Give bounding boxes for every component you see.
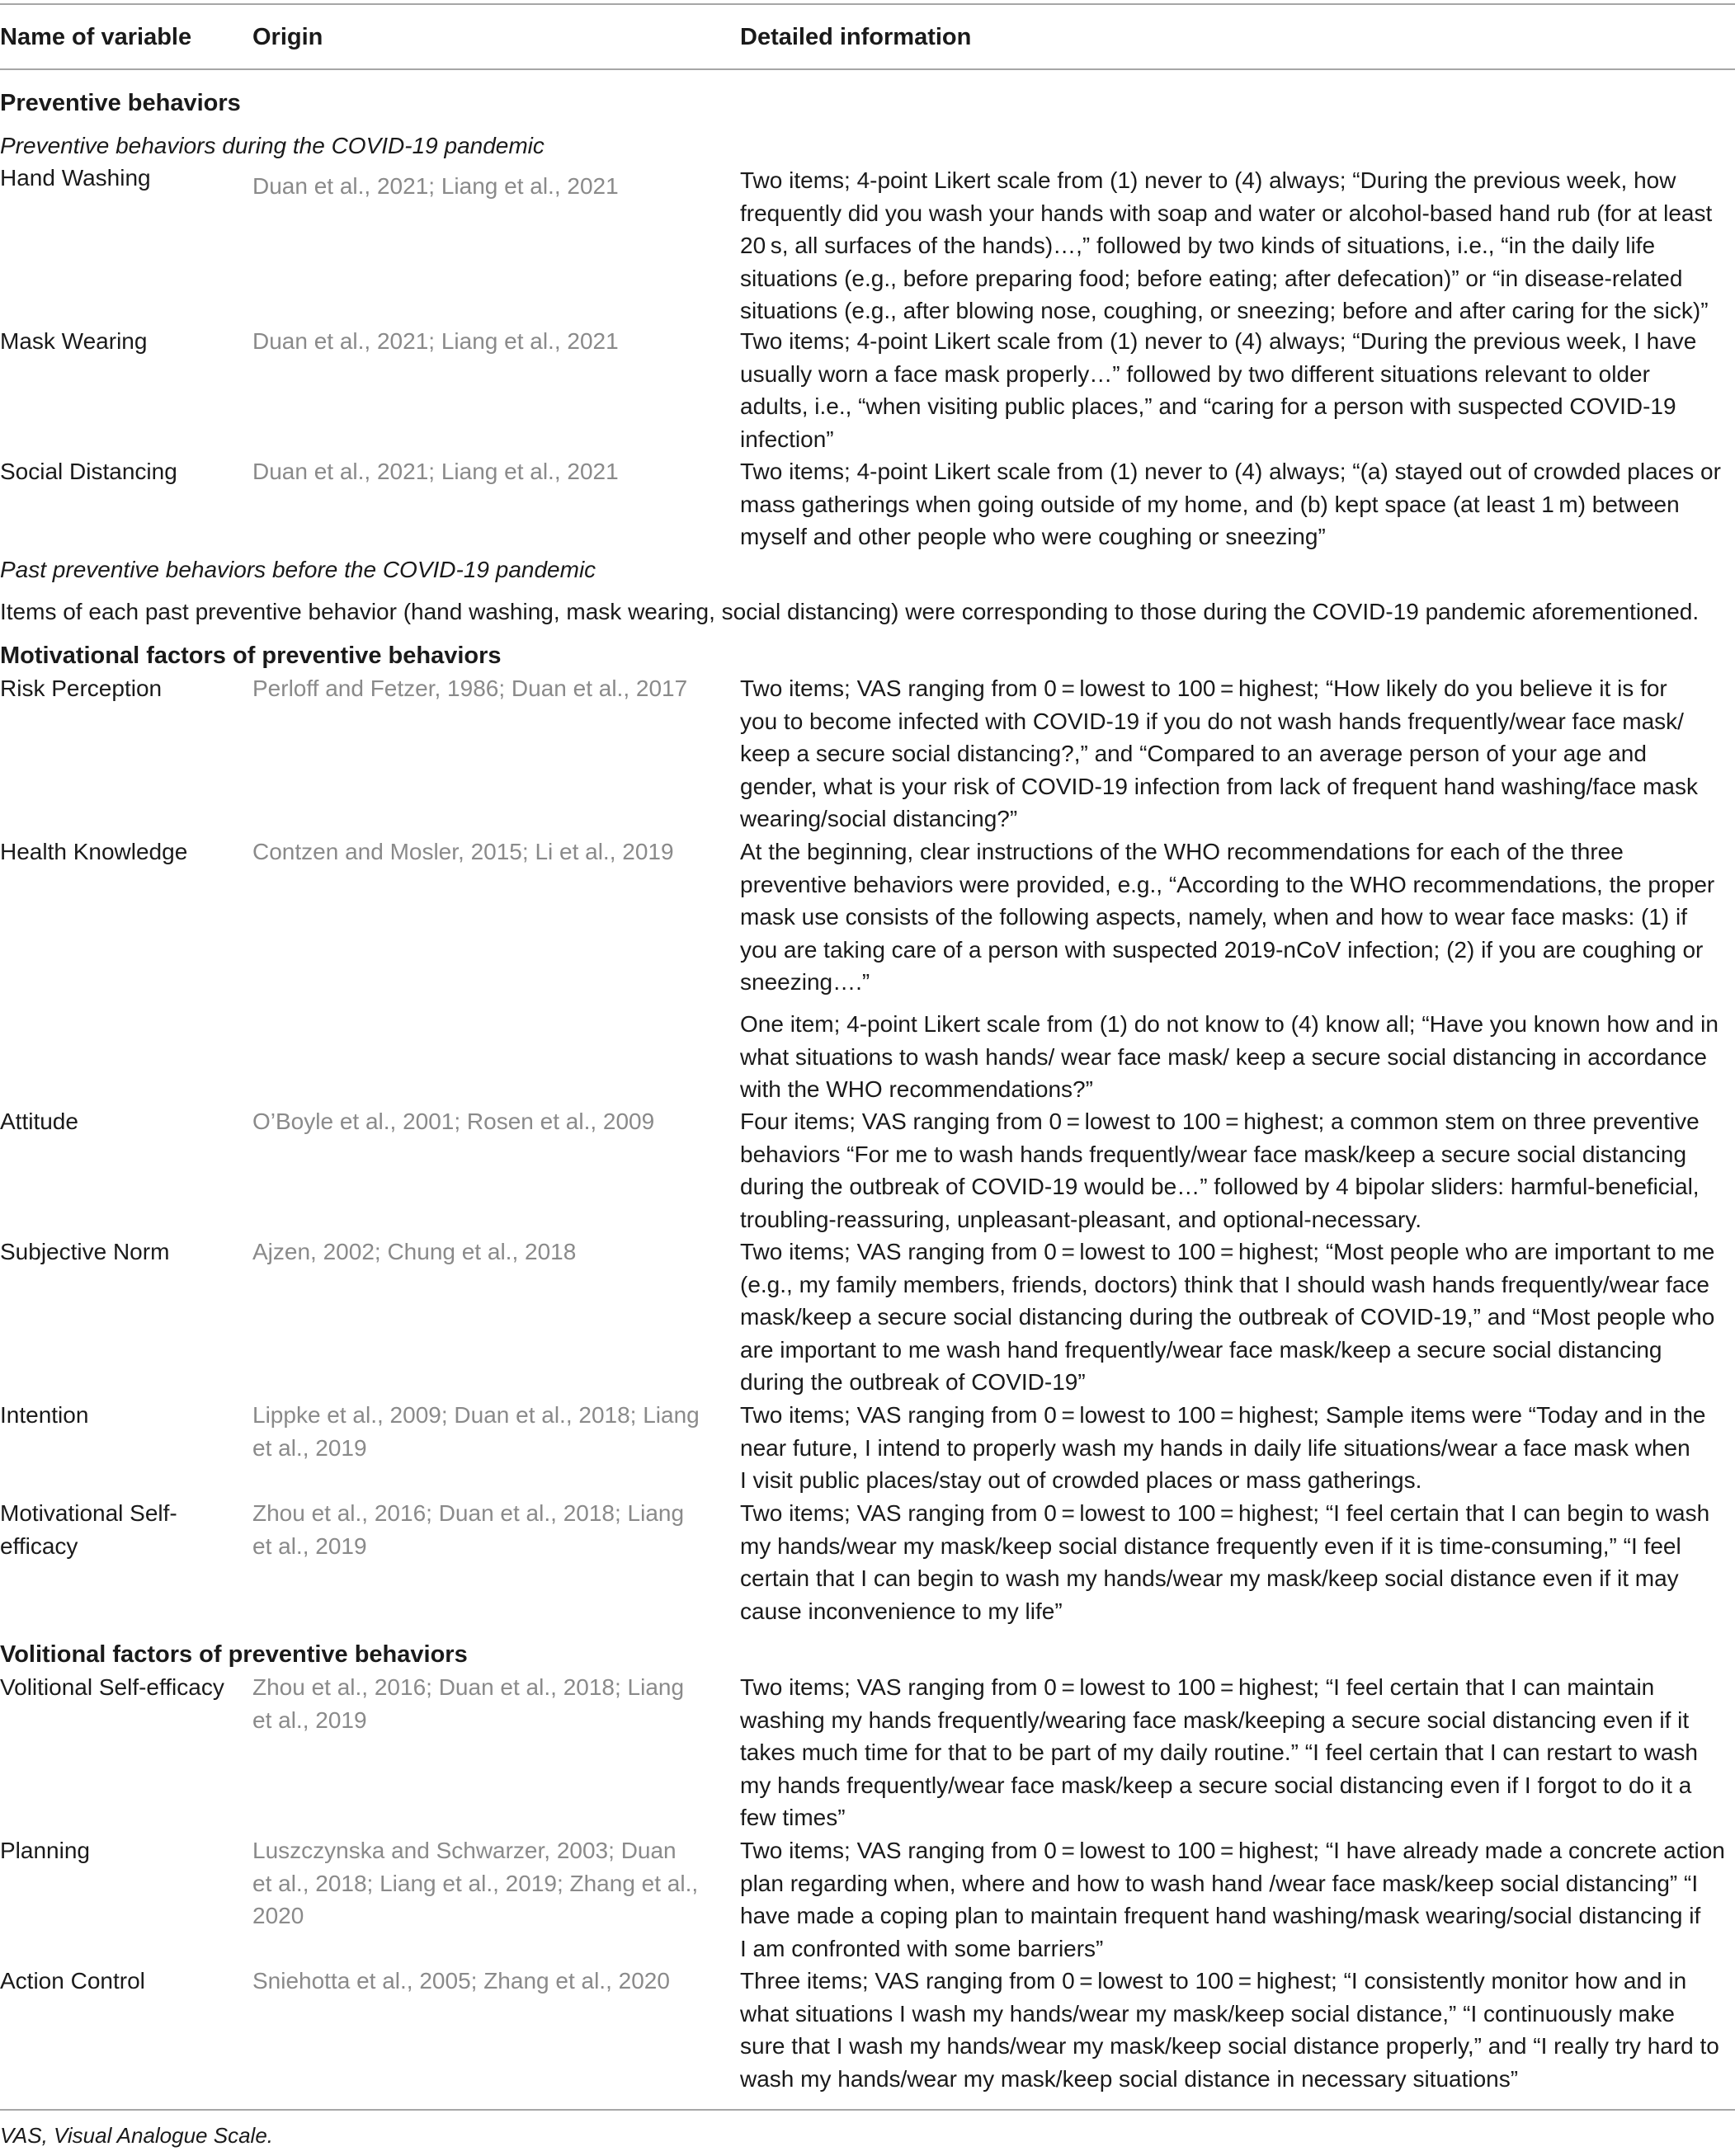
variable-origin: Contzen and Mosler, 2015; Li et al., 2019 bbox=[252, 839, 674, 864]
variable-origin: Ajzen, 2002; Chung et al., 2018 bbox=[252, 1239, 577, 1264]
header-origin: Origin bbox=[252, 24, 323, 50]
header-detailed-information: Detailed information bbox=[740, 24, 972, 50]
variable-name: Action Control bbox=[0, 1968, 145, 1994]
variable-detail: Two items; 4-point Likert scale from (1) never to (4) always; “During the previous week, how frequently did you wash your hands with soap and water or alcohol-based hand rub (for at least 20 s, all surfaces of the hands)…,” followed by two kinds of situations, i.e., “in the daily life situations (e.g., before preparing food; before eating; after defecation)” or “in disease-related situations (e.g., after blowing nose, coughing, or sneezing; before and after caring for the sick)” bbox=[740, 167, 1713, 323]
variable-detail: Two items; VAS ranging from 0 = lowest to 100 = highest; Sample items were “Today and in the near future, I intend to properly wash my hands in daily life situations/wear a face mask when I visit public places/stay out of crowded places or mass gatherings. bbox=[740, 1402, 1706, 1493]
section-preventive-behaviors: Preventive behaviors bbox=[0, 90, 241, 116]
header-rule bbox=[0, 68, 1735, 70]
variable-origin: Zhou et al., 2016; Duan et al., 2018; Liang et al., 2019 bbox=[252, 1500, 685, 1559]
past-preventive-note: Items of each past preventive behavior (hand washing, mask wearing, social distancing) were corresponding to those during the COVID-19 pandemic aforementioned. bbox=[0, 599, 1700, 624]
variable-detail-second-item: One item; 4-point Likert scale from (1) do not know to (4) know all; “Have you known how and in what situations to wash hands/ wear face mask/ keep a secure social distancing in accordance with the WHO recommendations?” bbox=[740, 1011, 1718, 1102]
variable-detail: Two items; VAS ranging from 0 = lowest to 100 = highest; “Most people who are important to me (e.g., my family members, friends, doctors) think that I should wash hands frequently/wear face mask/keep a secure social distancing during the outbreak of COVID-19,” and “Most people who are important to me wash hand frequently/wear face mask/keep a secure social distancing during the outbreak of COVID-19” bbox=[740, 1239, 1715, 1395]
variable-origin: Sniehotta et al., 2005; Zhang et al., 2020 bbox=[252, 1968, 670, 1994]
variable-name: Hand Washing bbox=[0, 165, 151, 191]
variable-origin: Perloff and Fetzer, 1986; Duan et al., 2017 bbox=[252, 676, 688, 701]
variable-origin: Lippke et al., 2009; Duan et al., 2018; Liang et al., 2019 bbox=[252, 1402, 700, 1461]
header-name-of-variable: Name of variable bbox=[0, 24, 192, 50]
section-motivational-factors: Motivational factors of preventive behaviors bbox=[0, 643, 502, 669]
variable-detail: Two items; 4-point Likert scale from (1) never to (4) always; “During the previous week, I have usually worn a face mask properly…” followed by two different situations relevant to older adults, i.e., “when visiting public places,” and “caring for a person with suspected COVID-19 infection” bbox=[740, 328, 1697, 452]
variable-name: Attitude bbox=[0, 1109, 78, 1134]
subsection-past-preventive: Past preventive behaviors before the COVID-19 pandemic bbox=[0, 557, 596, 582]
variable-name: Social Distancing bbox=[0, 459, 177, 484]
subsection-preventive-during: Preventive behaviors during the COVID-19 pandemic bbox=[0, 133, 545, 158]
variable-detail: Two items; VAS ranging from 0 = lowest to 100 = highest; “How likely do you believe it is for you to become infected with COVID-19 if you do not wash hands frequently/wear face mask/ keep a secure social distancing?,” and “Compared to an average person of your age and gender, what is your risk of COVID-19 infection from lack of frequent hand washing/face mask wearing/social distancing?” bbox=[740, 676, 1699, 831]
variable-origin: Zhou et al., 2016; Duan et al., 2018; Liang et al., 2019 bbox=[252, 1674, 685, 1733]
variable-name: Motivational Self- efficacy bbox=[0, 1500, 177, 1559]
table-top-rule bbox=[0, 3, 1735, 5]
variable-name: Risk Perception bbox=[0, 676, 163, 701]
variable-name: Volitional Self-efficacy bbox=[0, 1674, 224, 1700]
variable-detail: Two items; VAS ranging from 0 = lowest to 100 = highest; “I feel certain that I can maintain washing my hands frequently/wearing face mask/keeping a secure social distancing even if it takes much time for that to be part of my daily routine.” “I feel certain that I can restart to wash my hands frequently/wear face mask/keep a secure social distancing even if I forgot to do it a few times” bbox=[740, 1674, 1698, 1830]
variable-name: Intention bbox=[0, 1402, 89, 1428]
section-volitional-factors: Volitional factors of preventive behaviors bbox=[0, 1641, 468, 1668]
variable-detail: Four items; VAS ranging from 0 = lowest to 100 = highest; a common stem on three preventive behaviors “For me to wash hands frequently/wear face mask/keep a secure social distancing during the outbreak of COVID-19 would be…” followed by 4 bipolar sliders: harmful-beneficial, troubling-reassuring, unpleasant-pleasant, and optional-necessary. bbox=[740, 1109, 1700, 1232]
variable-detail: Three items; VAS ranging from 0 = lowest to 100 = highest; “I consistently monitor how and in what situations I wash my hands/wear my mask/keep social distance,” “I continuously make sure that I wash my hands/wear my mask/keep social distance properly,” and “I really try hard to wash my hands/wear my mask/keep social distance in necessary situations” bbox=[740, 1968, 1719, 2092]
variable-origin: O’Boyle et al., 2001; Rosen et al., 2009 bbox=[252, 1109, 655, 1134]
variable-detail: Two items; 4-point Likert scale from (1) never to (4) always; “(a) stayed out of crowded places or mass gatherings when going outside of my home, and (b) kept space (at least 1 m) between myself and other people who were coughing or sneezing” bbox=[740, 459, 1721, 549]
table-bottom-rule bbox=[0, 2109, 1735, 2111]
variable-origin: Duan et al., 2021; Liang et al., 2021 bbox=[252, 328, 619, 354]
variable-name: Mask Wearing bbox=[0, 328, 148, 354]
variable-origin: Duan et al., 2021; Liang et al., 2021 bbox=[252, 173, 619, 199]
variable-origin: Duan et al., 2021; Liang et al., 2021 bbox=[252, 459, 619, 484]
variable-name: Subjective Norm bbox=[0, 1239, 170, 1264]
variable-detail: Two items; VAS ranging from 0 = lowest to 100 = highest; “I feel certain that I can begin to wash my hands/wear my mask/keep social distance frequently even if it is time-consuming,” “I feel certain that I can begin to wash my hands/wear my mask/keep social distance even if it may cause inconvenience to my life” bbox=[740, 1500, 1710, 1624]
variable-detail: Two items; VAS ranging from 0 = lowest to 100 = highest; “I have already made a concrete action plan regarding when, where and how to wash hand /wear face mask/keep social distancing” “I have made a coping plan to maintain frequent hand washing/mask wearing/social distancing if I am confronted with some barriers” bbox=[740, 1838, 1725, 1961]
variable-name: Health Knowledge bbox=[0, 839, 188, 864]
table-footnote: VAS, Visual Analogue Scale. bbox=[0, 2123, 274, 2148]
variable-origin: Luszczynska and Schwarzer, 2003; Duan et al., 2018; Liang et al., 2019; Zhang et al., 2020 bbox=[252, 1838, 699, 1928]
variable-name: Planning bbox=[0, 1838, 90, 1863]
variable-detail: At the beginning, clear instructions of the WHO recommendations for each of the three preventive behaviors were provided, e.g., “According to the WHO recommendations, the proper mask use consists of the following aspects, namely, when and how to wear face masks: (1) if you are taking care of a person with suspected 2019-nCoV infection; (2) if you are coughing or sneezing….” bbox=[740, 839, 1715, 995]
